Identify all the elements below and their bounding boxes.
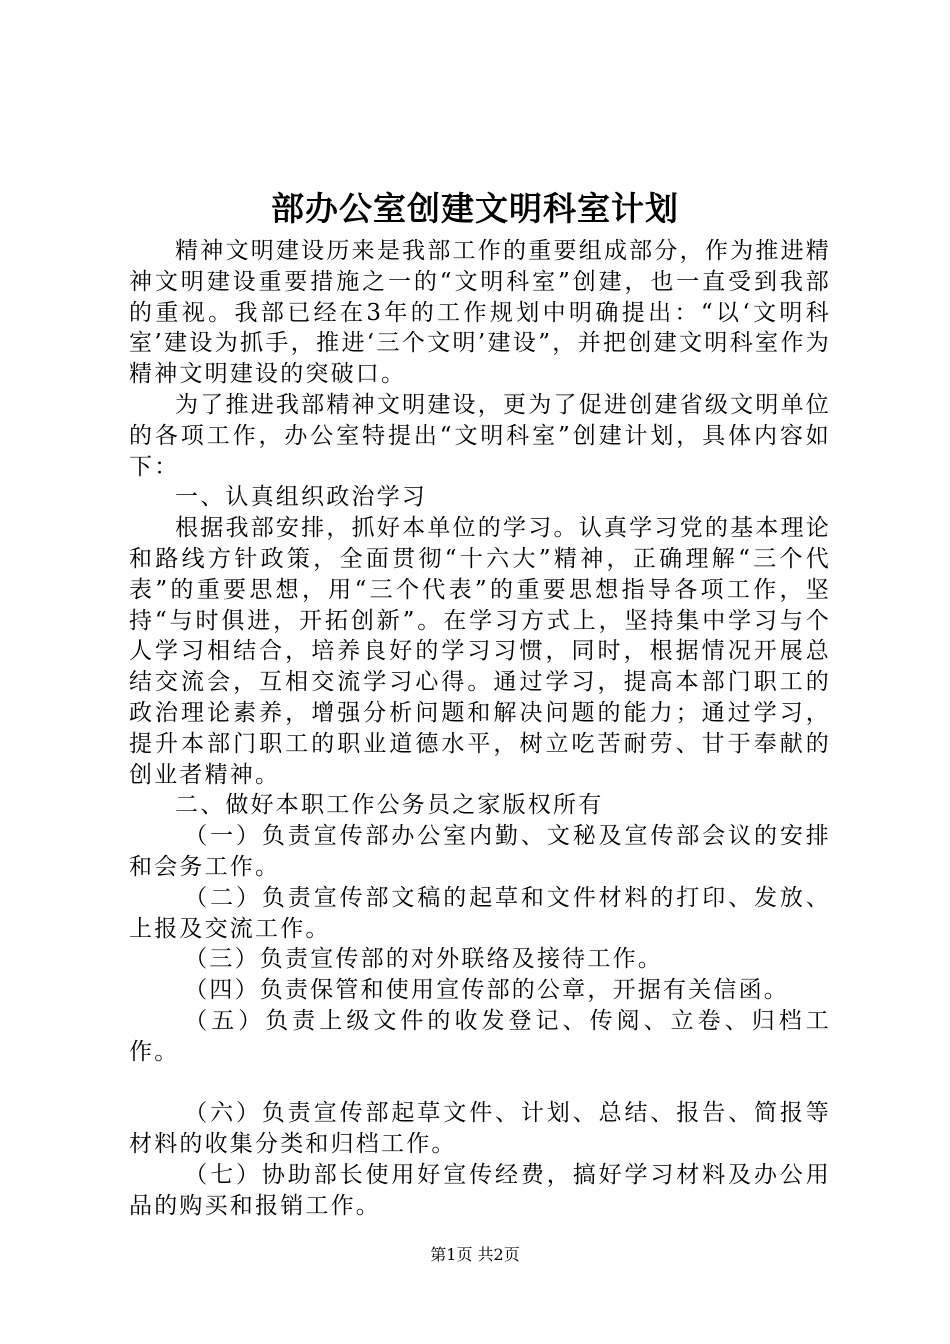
page-number-footer: 第1页 共2页 xyxy=(430,1245,520,1264)
document-title: 部办公室创建文明科室计划 xyxy=(271,189,679,228)
list-item-6: （六）负责宣传部起草文件、计划、总结、报告、简报等材料的收集分类和归档工作。 xyxy=(129,1100,831,1158)
list-item-5: （五）负责上级文件的收发登记、传阅、立卷、归档工作。 xyxy=(129,1007,831,1065)
list-item-7: （七）协助部长使用好宣传经费，搞好学习材料及办公用品的购买和报销工作。 xyxy=(129,1161,831,1219)
paragraph-intro: 精神文明建设历来是我部工作的重要组成部分，作为推进精神文明建设重要措施之一的“文明科室”创建，也一直受到我部的重视。我部已经在3年的工作规划中明确提出：“以‘文明科室’建设为抓手，推进‘三个文明’建设”，并把创建文明科室作为精神文明建设的突破口。 xyxy=(129,238,831,388)
paragraph-purpose: 为了推进我部精神文明建设，更为了促进创建省级文明单位的各项工作，办公室特提出“文明科室”创建计划，具体内容如下： xyxy=(129,391,831,480)
list-item-2: （二）负责宣传部文稿的起草和文件材料的打印、发放、上报及交流工作。 xyxy=(129,884,831,942)
paragraph-study: 根据我部安排，抓好本单位的学习。认真学习党的基本理论和路线方针政策，全面贯彻“十六大”精神，正确理解“三个代表”的重要思想，用“三个代表”的重要思想指导各项工作，坚持“与时俱进，开拓创新”。在学习方式上，坚持集中学习与个人学习相结合，培养良好的学习习惯，同时，根据情况开展总结交流会，互相交流学习心得。通过学习，提高本部门职工的政治理论素养，增强分析问题和解决问题的能力；通过学习，提升本部门职工的职业道德水平，树立吃苦耐劳、甘于奉献的创业者精神。 xyxy=(129,515,831,788)
document-body xyxy=(129,236,831,1222)
section-heading-1: 一、认真组织政治学习 xyxy=(175,484,427,511)
list-item-4: （四）负责保管和使用宣传部的公章，开据有关信函。 xyxy=(184,977,789,1004)
list-item-3: （三）负责宣传部的对外联络及接待工作。 xyxy=(184,946,663,973)
list-item-1: （一）负责宣传部办公室内勤、文秘及宣传部会议的安排和会务工作。 xyxy=(129,823,831,880)
section-heading-2: 二、做好本职工作公务员之家版权所有 xyxy=(175,792,604,819)
